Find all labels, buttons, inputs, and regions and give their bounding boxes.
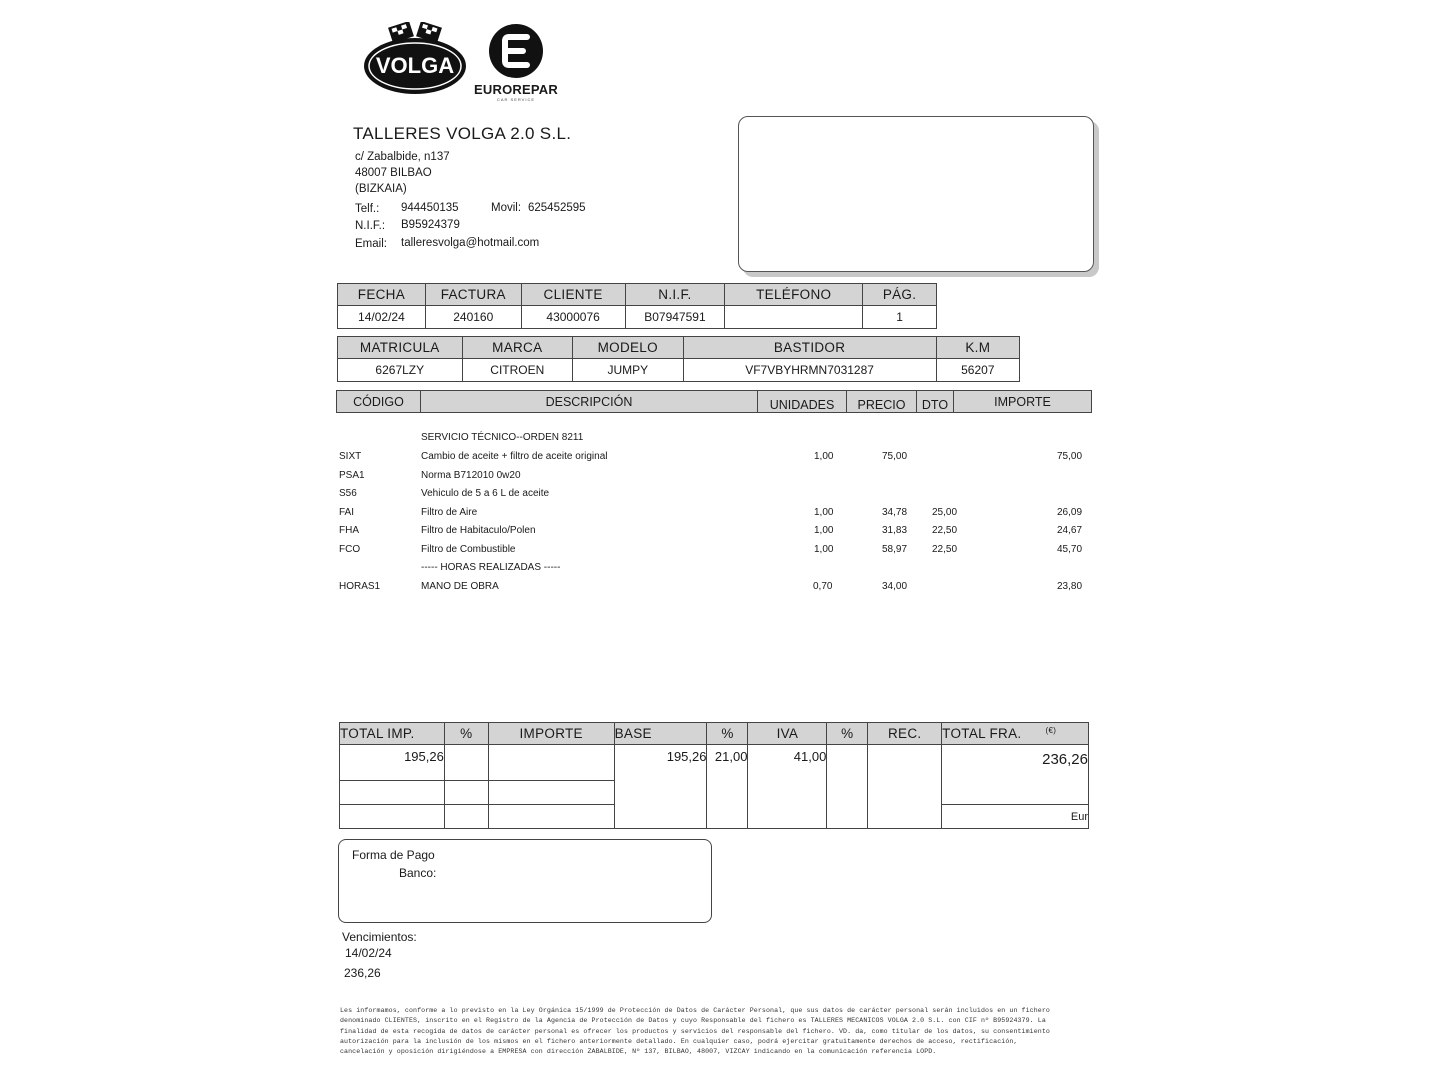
nif-value: B95924379 [401, 219, 460, 231]
col-importe: IMPORTE [994, 394, 1051, 409]
volga-logo [362, 22, 468, 98]
totals-label-pct3: % [827, 723, 868, 745]
col-descripcion: DESCRIPCIÓN [421, 391, 758, 412]
bank-label: Banco: [399, 866, 437, 880]
tel-label: Telf.: [355, 203, 380, 215]
nif-label: N.I.F.: [355, 220, 386, 232]
line-amount: 75,00 [1057, 451, 1083, 462]
line-units: 0,70 [813, 581, 833, 592]
line-units: 1,00 [814, 544, 834, 555]
list-item [0, 470, 1440, 489]
due-label: Vencimientos: [342, 930, 417, 944]
list-item [0, 544, 1440, 563]
header-label-telefono: TELÉFONO [725, 284, 863, 306]
list-item [0, 562, 1440, 581]
vehicle-label-modelo: MODELO [573, 337, 683, 359]
line-code: FAI [339, 507, 355, 518]
invoice-header-table [337, 283, 937, 329]
movil-value: 625452595 [528, 202, 586, 214]
totals-label-total-imp: TOTAL IMP. [340, 723, 445, 745]
currency-symbol: (€) [1045, 726, 1057, 735]
line-units: 1,00 [814, 451, 834, 462]
line-desc: Filtro de Aire [421, 507, 478, 518]
line-code: FHA [339, 525, 359, 536]
vehicle-label-matricula: MATRICULA [338, 337, 463, 359]
customer-address-box [738, 116, 1094, 272]
col-precio: PRECIO [847, 391, 917, 412]
tel-value: 944450135 [401, 202, 459, 214]
eurorepar-e-icon [489, 24, 543, 78]
due-amount: 236,26 [344, 966, 381, 980]
total-currency: Eur [942, 805, 1089, 829]
invoice-number: 240160 [425, 306, 521, 329]
client-nif: B07947591 [625, 306, 725, 329]
line-desc: Cambio de aceite + filtro de aceite original [421, 451, 608, 462]
totals-label-base: BASE [614, 723, 707, 745]
vehicle-label-marca: MARCA [462, 337, 572, 359]
line-desc: ----- HORAS REALIZADAS ----- [421, 562, 561, 573]
totals-label-iva: IVA [748, 723, 827, 745]
vehicle-plate: 6267LZY [338, 359, 463, 382]
line-amount: 45,70 [1057, 544, 1083, 555]
company-address-line1: c/ Zabalbide, n137 [355, 151, 450, 163]
company-address-line3: (BIZKAIA) [355, 183, 407, 195]
col-dto: DTO [917, 391, 954, 412]
line-dto: 22,50 [932, 544, 958, 555]
totals-label-total-fra: TOTAL FRA. [942, 726, 1022, 741]
email-value: talleresvolga@hotmail.com [401, 237, 540, 249]
list-item [0, 525, 1440, 544]
header-label-factura: FACTURA [425, 284, 521, 306]
company-name: TALLERES VOLGA 2.0 S.L. [353, 124, 572, 143]
line-desc: Vehiculo de 5 a 6 L de aceite [421, 488, 550, 499]
legal-notice: Les informamos, conforme a lo previsto en la Ley Orgánica 15/1999 de Protección de Datos de Carácter Personal, que sus datos de carácter personal serán incluidos en un fichero denominado CLIENTES, inscrito en el Registro de la Agencia de Protección de Datos y cuyo Responsable del fichero es TALLERES MECANICOS VOLGA 2.0 S.L. con CIF nº B95924379. La finalidad de esta recogida de datos de carácter personal es ofrecer los productos y servicios del responsable del fichero. VD. da, como titular de los datos, su consentimiento autorización para la inclusión de los mismos en el fichero anteriormente detallado. En cualquier caso, podrá ejercitar gratuitamente derechos de acceso, rectificación, cancelación y oposición dirigiéndose a EMPRESA con dirección ZABALBIDE, Nº 137, BILBAO, 48007, VIZCAY indicando en la comunicación referencia LOPD. [340, 1007, 1050, 1056]
company-address-line2: 48007 BILBAO [355, 167, 432, 179]
vehicle-label-bastidor: BASTIDOR [683, 337, 936, 359]
line-price: 58,97 [882, 544, 908, 555]
vehicle-model: JUMPY [573, 359, 683, 382]
vehicle-vin: VF7VBYHRMN7031287 [683, 359, 936, 382]
line-price: 75,00 [882, 451, 908, 462]
line-code: HORAS1 [339, 581, 381, 592]
line-price: 34,00 [882, 581, 908, 592]
header-label-cliente: CLIENTE [521, 284, 625, 306]
line-units: 1,00 [814, 507, 834, 518]
line-items-header [336, 390, 1092, 413]
vehicle-brand: CITROEN [462, 359, 572, 382]
payment-label: Forma de Pago [352, 848, 435, 862]
iva-pct-value: 21,00 [707, 745, 748, 829]
client-phone [725, 306, 863, 329]
list-item [0, 451, 1440, 470]
list-item [0, 581, 1440, 600]
header-label-fecha: FECHA [338, 284, 426, 306]
movil-label: Movil: [491, 202, 522, 214]
line-price: 31,83 [882, 525, 908, 536]
line-amount: 23,80 [1057, 581, 1083, 592]
totals-label-pct1: % [444, 723, 488, 745]
totals-label-importe: IMPORTE [488, 723, 614, 745]
total-imp-value: 195,26 [340, 745, 445, 781]
line-dto: 22,50 [932, 525, 958, 536]
line-code: FCO [339, 544, 361, 555]
totals-label-pct2: % [707, 723, 748, 745]
line-desc: Norma B712010 0w20 [421, 470, 521, 481]
line-desc: MANO DE OBRA [421, 581, 499, 592]
vehicle-table [337, 336, 1020, 382]
line-amount: 24,67 [1057, 525, 1083, 536]
line-units: 1,00 [814, 525, 834, 536]
list-item [0, 432, 1440, 451]
client-number: 43000076 [521, 306, 625, 329]
col-codigo: CÓDIGO [337, 391, 421, 412]
line-desc: Filtro de Combustible [421, 544, 516, 555]
totals-table [339, 722, 1089, 829]
line-price: 34,78 [882, 507, 908, 518]
invoice-date: 14/02/24 [338, 306, 426, 329]
line-desc: Filtro de Habitaculo/Polen [421, 525, 536, 536]
vehicle-label-km: K.M [936, 337, 1019, 359]
header-label-pag: PÁG. [863, 284, 937, 306]
header-label-nif: N.I.F. [625, 284, 725, 306]
email-label: Email: [355, 238, 387, 250]
line-code: SIXT [339, 451, 362, 462]
line-code: S56 [339, 488, 357, 499]
page-number: 1 [863, 306, 937, 329]
line-amount: 26,09 [1057, 507, 1083, 518]
svg-text:VOLGA: VOLGA [375, 53, 455, 78]
line-dto: 25,00 [932, 507, 958, 518]
iva-value: 41,00 [748, 745, 827, 829]
line-code: PSA1 [339, 470, 365, 481]
list-item [0, 507, 1440, 526]
col-unidades: UNIDADES [758, 391, 847, 412]
eurorepar-logo [470, 24, 562, 104]
totals-label-rec: REC. [868, 723, 942, 745]
total-invoice-value: 236,26 [942, 745, 1089, 805]
due-date: 14/02/24 [345, 946, 392, 960]
base-value: 195,26 [614, 745, 707, 829]
vehicle-km: 56207 [936, 359, 1019, 382]
line-desc: SERVICIO TÉCNICO--ORDEN 8211 [421, 432, 584, 443]
eurorepar-name: EUROREPAR [474, 82, 558, 97]
payment-box [338, 839, 712, 923]
list-item [0, 488, 1440, 507]
eurorepar-subtitle: CAR SERVICE [496, 97, 536, 102]
